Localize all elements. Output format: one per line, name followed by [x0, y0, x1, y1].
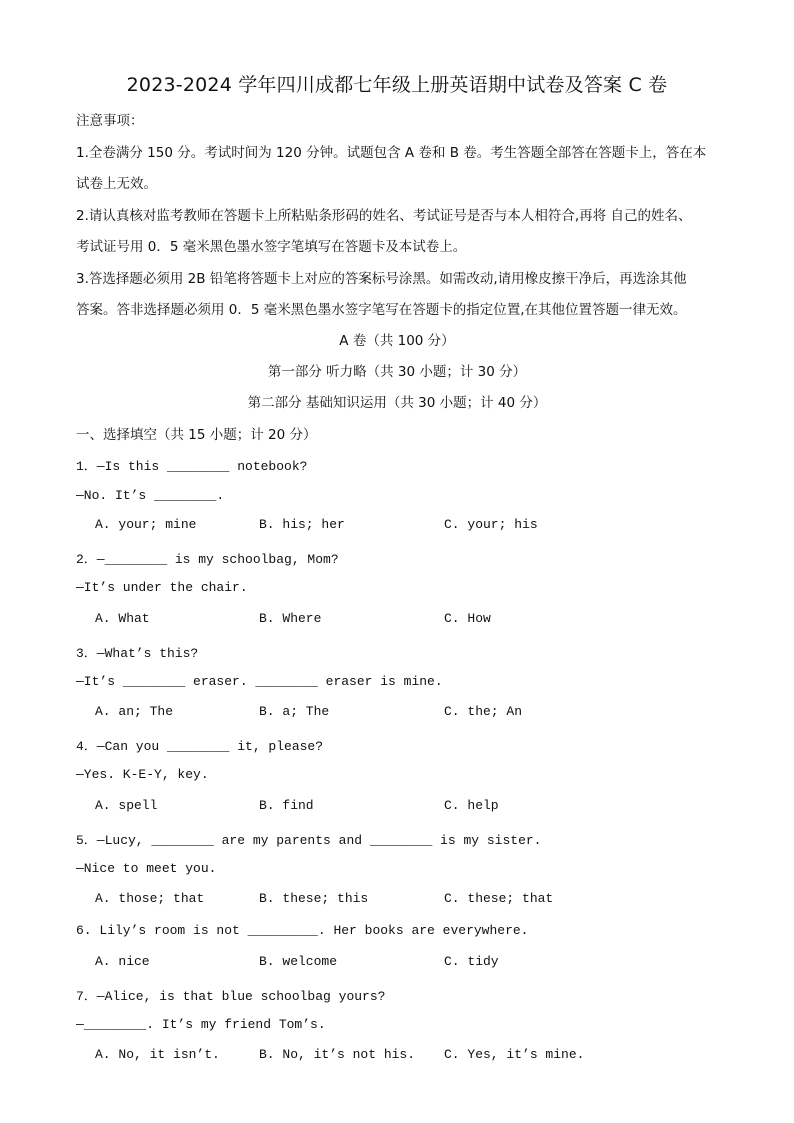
notice-line: 答案。答非选择题必须用 0．5 毫米黑色墨水签字笔写在答题卡的指定位置,在其他位置答题一律无效。 [76, 302, 687, 318]
question-stem: —It’s under the chair. [76, 580, 248, 595]
question-stem: 4．—Can you ________ it, please? [76, 739, 324, 754]
option-a: A. nice [95, 954, 150, 969]
option-c: C. How [444, 611, 491, 626]
notice-line: 3.答选择题必须用 2B 铅笔将答题卡上对应的答案标号涂黑。如需改动,请用橡皮擦干净后，再选涂其他 [76, 271, 687, 287]
option-c: C. Yes, it’s mine. [444, 1047, 585, 1062]
question-stem: 3．—What’s this? [76, 646, 199, 661]
question-stem: —No. It’s ________. [76, 488, 225, 503]
option-a: A. No, it isn’t. [95, 1047, 220, 1062]
option-b: B. Where [259, 611, 322, 626]
question-stem: 5．—Lucy, ________ are my parents and ________ is my sister. [76, 833, 542, 848]
notice-line: 考试证号用 0．5 毫米黑色墨水签字笔填写在答题卡及本试卷上。 [76, 239, 467, 255]
question-stem: —Nice to meet you. [76, 861, 217, 876]
question-stem: —________. It’s my friend Tom’s. [76, 1017, 326, 1032]
page-title: 2023-2024 学年四川成都七年级上册英语期中试卷及答案 C 卷 [126, 74, 668, 96]
question-stem: 7．—Alice, is that blue schoolbag yours? [76, 989, 386, 1004]
option-a: A. What [95, 611, 150, 626]
question-stem: 1．—Is this ________ notebook? [76, 459, 308, 474]
option-c: C. these; that [444, 891, 554, 906]
option-b: B. No, it’s not his. [259, 1047, 416, 1062]
option-a: A. an; The [95, 704, 174, 719]
notice-line: 试卷上无效。 [76, 176, 157, 192]
option-a: A. those; that [95, 891, 205, 906]
option-c: C. your; his [444, 517, 538, 532]
option-a: A. spell [95, 798, 158, 813]
option-b: B. find [259, 798, 314, 813]
part1-heading: 第一部分 听力略（共 30 小题；计 30 分） [267, 364, 527, 380]
part2-heading: 第二部分 基础知识运用（共 30 小题；计 40 分） [247, 395, 547, 411]
option-b: B. a; The [259, 704, 330, 719]
question-stem: —It’s ________ eraser. ________ eraser is mine. [76, 674, 443, 689]
option-b: B. welcome [259, 954, 338, 969]
notice-line: 1.全卷满分 150 分。考试时间为 120 分钟。试题包含 A 卷和 B 卷。考生答题全部答在答题卡上，答在本 [76, 145, 707, 161]
question-stem: 6. Lily’s room is not _________. Her books are everywhere. [76, 923, 529, 938]
option-b: B. his; her [259, 517, 345, 532]
option-c: C. help [444, 798, 499, 813]
paper-a-heading: A 卷（共 100 分） [339, 333, 455, 349]
option-b: B. these; this [259, 891, 369, 906]
notice-line: 2.请认真核对监考教师在答题卡上所粘贴条形码的姓名、考试证号是否与本人相符合,再将 自己的姓名、 [76, 208, 692, 224]
option-c: C. the; An [444, 704, 523, 719]
notice-heading: 注意事项： [76, 113, 144, 129]
question-stem: —Yes. K-E-Y, key. [76, 767, 209, 782]
question-stem: 2．—________ is my schoolbag, Mom? [76, 552, 339, 567]
option-c: C. tidy [444, 954, 499, 969]
section-heading: 一、选择填空（共 15 小题；计 20 分） [76, 427, 317, 443]
option-a: A. your; mine [95, 517, 197, 532]
